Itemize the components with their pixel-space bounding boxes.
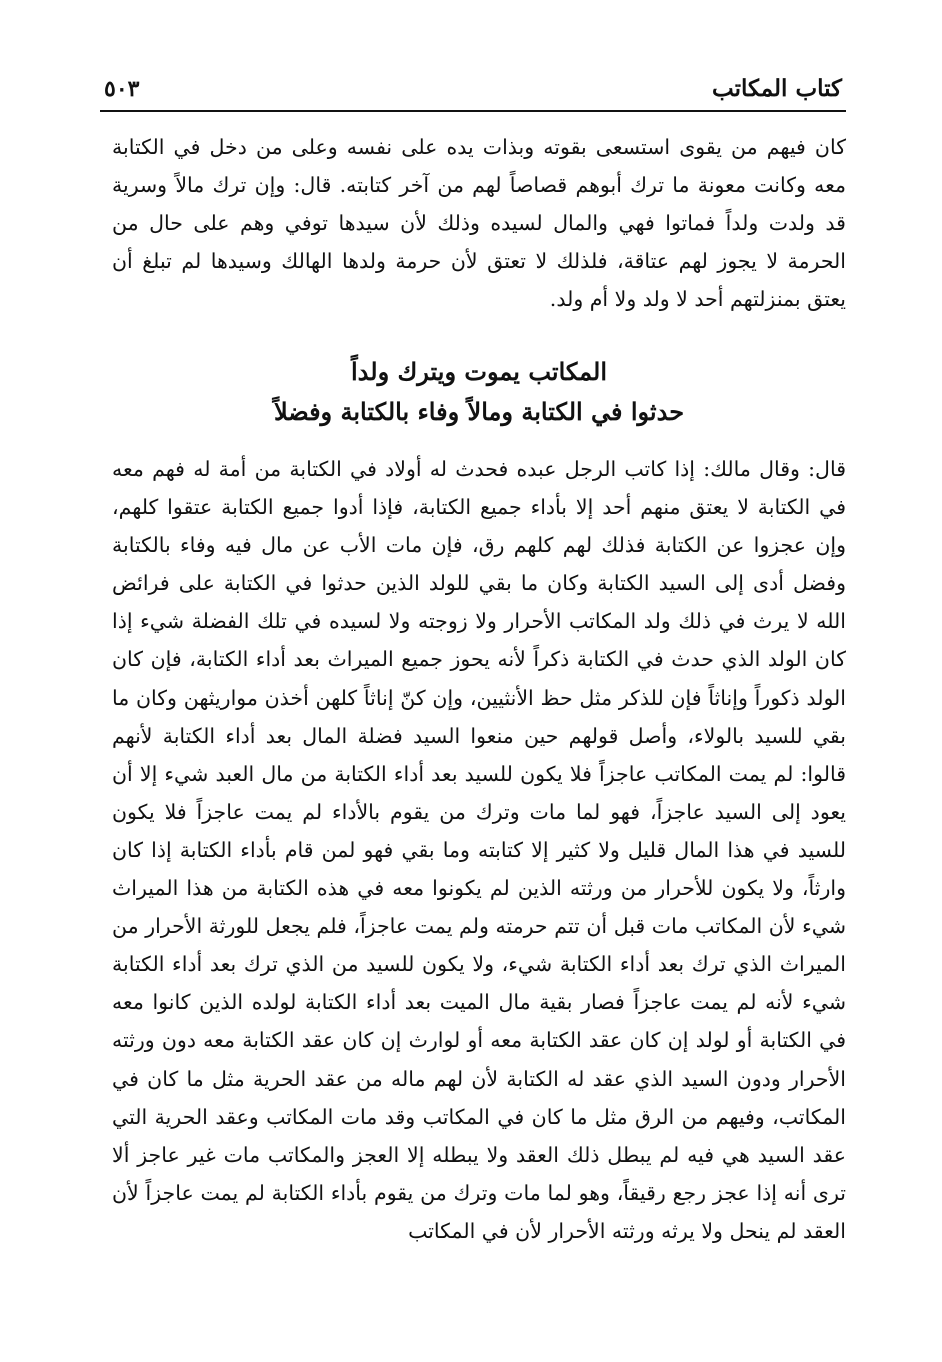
page-number: ٥٠٣ [104, 76, 140, 102]
section-heading [112, 352, 846, 432]
paragraph-1: كان فيهم من يقوى استسعى بقوته وبذات يده على نفسه وعلى من دخل في الكتابة معه وكانت معونة ما ترك أبوهم قصاصاً لهم من آخر كتابته. قال: وإن ترك مالاً وسرية قد ولدت ولداً فماتوا فهي والمال لسيده وذلك لأن سيدها توفي وهم على حال من الحرمة لا يجوز لهم عتاقة، فلذلك لا تعتق لأن حرمة ولدها الهالك وسيدها لم تبلغ أن يعتق بمنزلتهم أحد لا ولد ولا أم ولد. [112, 135, 846, 312]
running-title: كتاب المكاتب [712, 75, 842, 102]
paragraph-2: قال: وقال مالك: إذا كاتب الرجل عبده فحدث له أولاد في الكتابة من أمة له فهم معه في الكتابة لا يعتق منهم أحد إلا بأداء جميع الكتابة، فإذا أدوا جميع الكتابة عتقوا كلهم، وإن عجزوا عن الكتابة فذلك لهم كلهم رق، فإن مات الأب عن مال فيه وفاء بالكتابة وفضل أدى إلى السيد الكتابة وكان ما بقي للولد الذين حدثوا في الكتابة على فرائض الله لا يرث في ذلك ولد المكاتب الأحرار ولا زوجته ولا لسيده في تلك الفضلة شيء إذا كان الولد الذي حدث في الكتابة ذكراً لأنه يحوز جميع الميراث بعد أداء الكتابة، فإن كان الولد ذكوراً وإناثاً فإن للذكر مثل حظ الأنثيين، وإن كنّ إناثاً كلهن أخذن مواريثهن وكان ما بقي للسيد بالولاء، وأصل قولهم حين منعوا السيد فضلة المال بعد أداء الكتابة لأنهم قالوا: لم يمت المكاتب عاجزاً فلا يكون للسيد بعد أداء الكتابة من مال العبد شيء إلا أن يعود إلى السيد عاجزاً، فهو لما مات وترك من يقوم بالأداء لم يمت عاجزاً فلا يكون للسيد في هذا المال قليل ولا كثير إلا كتابته وما بقي فهو لمن قام بأداء الكتابة إذا كان وارثاً، ولا يكون للأحرار من ورثته الذين لم يكونوا معه في هذه الكتابة من هذا الميراث شيء لأن المكاتب مات قبل أن تتم حرمته ولم يمت عاجزاً، فلم يجعل للورثة الأحرار من الميراث الذي ترك بعد أداء الكتابة شيء، ولا يكون للسيد من الذي ترك بعد أداء الكتابة شيء لأنه لم يمت عاجزاً فصار بقية مال الميت بعد أداء الكتابة لولده الذين كانوا معه في الكتابة أو لولد إن كان عقد الكتابة معه أو لوارث إن كان عقد الكتابة معه دون ورثته الأحرار ودون السيد الذي عقد له الكتابة لأن لهم ماله من عقد الحرية مثل ما كان في المكاتب، وفيهم من الرق مثل ما كان في المكاتب وقد مات المكاتب وعقد الحرية التي عقد السيد هي فيه لم يبطل ذلك العقد ولا يبطله إلا العجز والمكاتب مات غير عاجز ألا ترى أنه إذا عجز رجع رقيقاً، وهو لما مات وترك من يقوم بأداء الكتابة لم يمت عاجزاً لأن العقد لم ينحل ولا يرثه ورثته الأحرار لأن في المكاتب [112, 457, 846, 1243]
section-heading-line-1: المكاتب يموت ويترك ولداً [351, 357, 607, 386]
body-text-main [112, 450, 846, 1250]
body-text-top [112, 128, 846, 318]
section-heading-line-2: حدثوا في الكتابة ومالاً وفاء بالكتابة وفضلاً [273, 397, 685, 426]
header-divider [100, 110, 846, 112]
page-header [104, 70, 842, 104]
